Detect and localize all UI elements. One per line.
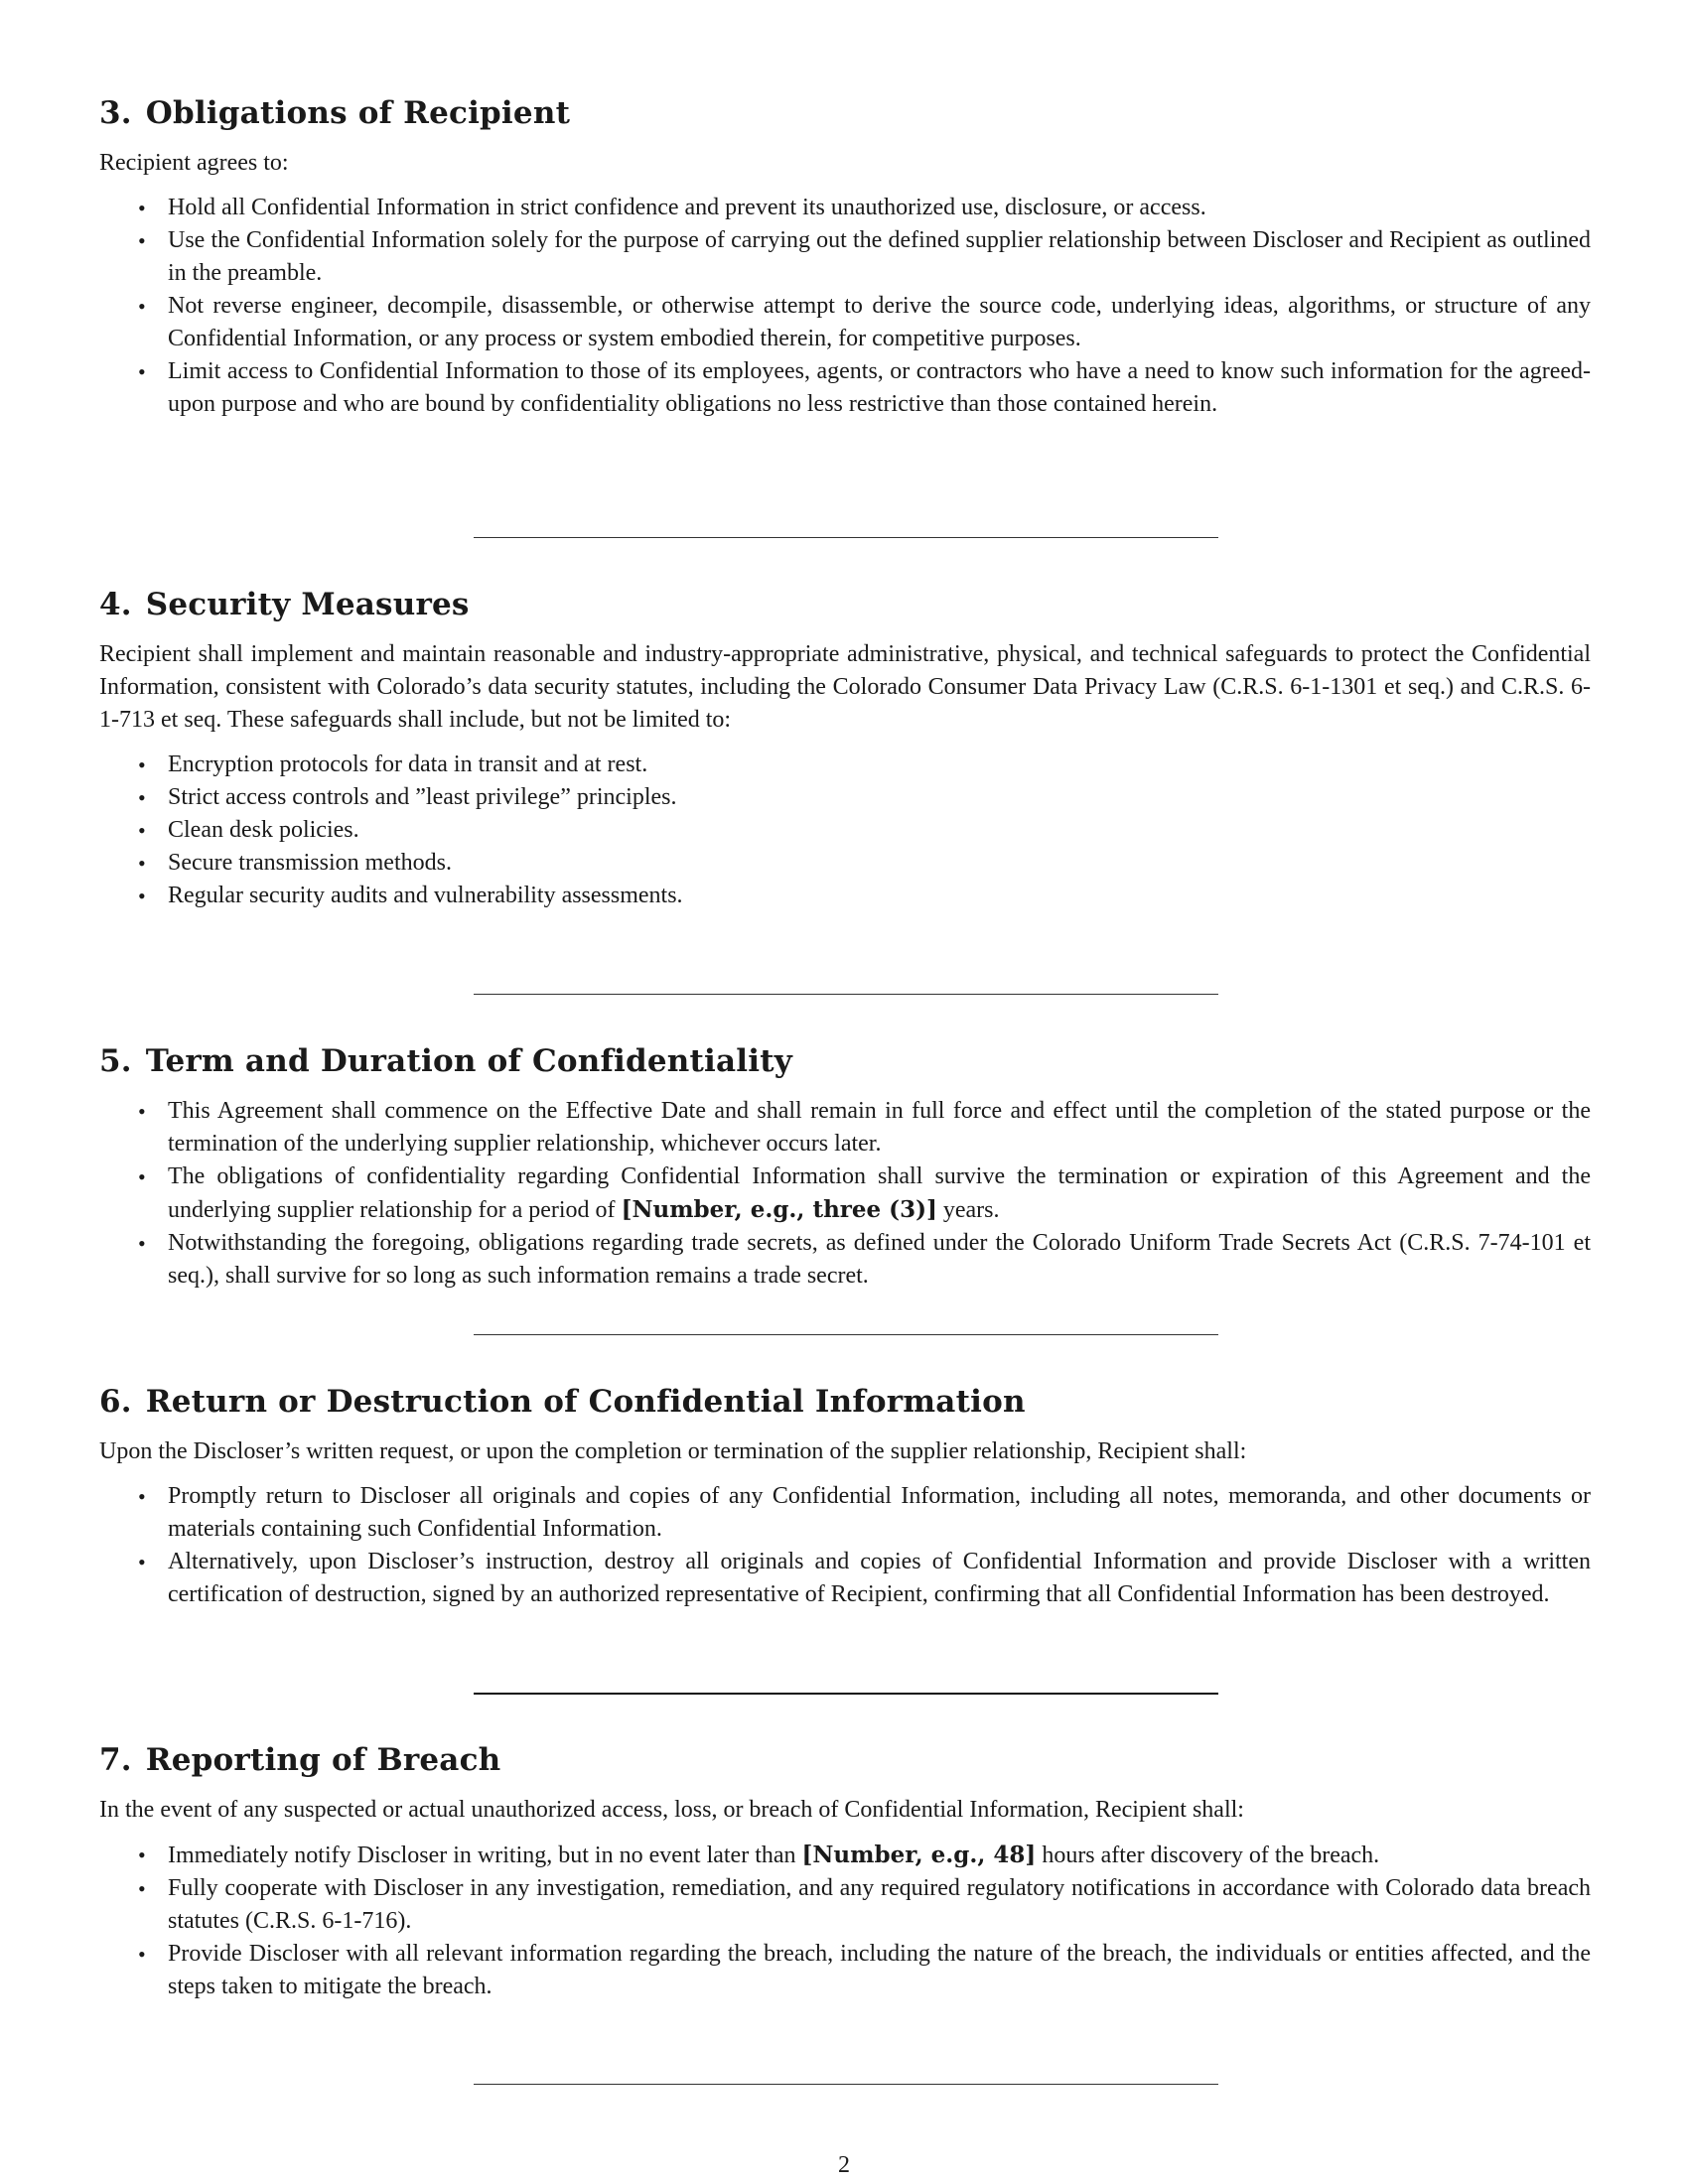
- section-obligations: [99, 93, 1591, 421]
- list-item: • Hold all Confidential Information in strict confidence and prevent its unauthorized use, disclosure, or access.: [99, 192, 1591, 224]
- bullet-icon: •: [138, 1550, 146, 1574]
- bullet-icon: •: [138, 1484, 146, 1509]
- list-item: • Fully cooperate with Discloser in any investigation, remediation, and any required regulatory notifications in accordance with Colorado data breach statutes (C.R.S. 6-1-716).: [99, 1872, 1591, 1938]
- bullet-icon: •: [138, 785, 146, 810]
- section-security-measures: [99, 585, 1591, 912]
- bullet-icon: •: [138, 851, 146, 876]
- section-heading: 7. Reporting of Breach: [99, 1742, 501, 1778]
- obligations-list: [99, 192, 1591, 421]
- section-intro: In the event of any suspected or actual unauthorized access, loss, or breach of Confidential Information, Recipient shall:: [99, 1797, 1244, 1823]
- bullet-icon: •: [138, 196, 146, 220]
- section-divider: [474, 537, 1218, 538]
- bullet-icon: •: [138, 884, 146, 908]
- bullet-icon: •: [138, 1231, 146, 1256]
- bullet-icon: •: [138, 1876, 146, 1901]
- section-divider: [474, 1334, 1218, 1335]
- bullet-icon: •: [138, 228, 146, 253]
- section-heading: 6. Return or Destruction of Confidential Information: [99, 1384, 1026, 1420]
- list-item: • This Agreement shall commence on the Effective Date and shall remain in full force and effect until the completion of the stated purpose or the termination of the underlying supplier relationship, whichever occurs later.: [99, 1095, 1591, 1160]
- list-item: • Promptly return to Discloser all originals and copies of any Confidential Information, including all notes, memoranda, and other documents or materials containing such Confidential Information.: [99, 1480, 1591, 1546]
- section-divider: [474, 2084, 1218, 2085]
- section-intro: Recipient agrees to:: [99, 150, 289, 176]
- section-term-duration: [99, 1041, 1591, 1293]
- list-item: • Not reverse engineer, decompile, disassemble, or otherwise attempt to derive the source code, underlying ideas, algorithms, or structure of any Confidential Information, or any process or system embodied therein, for competitive purposes.: [99, 290, 1591, 355]
- list-item: • The obligations of confidentiality regarding Confidential Information shall survive the termination or expiration of this Agreement and the underlying supplier relationship for a period of [Number, e.g., three (3)] years.: [99, 1160, 1591, 1227]
- section-reporting-breach: [99, 1740, 1591, 2003]
- list-item: • Encryption protocols for data in transit and at rest.: [99, 749, 1591, 781]
- section-intro: Recipient shall implement and maintain reasonable and industry-appropriate administrative, physical, and technical safeguards to protect the Confidential Information, consistent with Colorado’s data security statutes, including the Colorado Consumer Data Privacy Law (C.R.S. 6-1-1301 et seq.) and C.R.S. 6-1-713 et seq. These safeguards shall include, but not be limited to:: [99, 641, 1591, 733]
- page-number: 2: [838, 2152, 850, 2178]
- list-item: • Immediately notify Discloser in writing, but in no event later than [Number, e.g., 48] hours after discovery of the breach.: [99, 1839, 1591, 1872]
- security-list: [99, 749, 1591, 912]
- list-item: • Regular security audits and vulnerability assessments.: [99, 880, 1591, 912]
- term-list: [99, 1095, 1591, 1293]
- breach-list: [99, 1839, 1591, 2003]
- bullet-icon: •: [138, 1099, 146, 1124]
- bullet-icon: •: [138, 752, 146, 777]
- list-item: • Notwithstanding the foregoing, obligations regarding trade secrets, as defined under the Colorado Uniform Trade Secrets Act (C.R.S. 7-74-101 et seq.), shall survive for so long as such information remains a trade secret.: [99, 1227, 1591, 1293]
- list-item: • Limit access to Confidential Information to those of its employees, agents, or contractors who have a need to know such information for the agreed-upon purpose and who are bound by confidentiality obligations no less restrictive than those contained herein.: [99, 355, 1591, 421]
- list-item: • Clean desk policies.: [99, 814, 1591, 847]
- bullet-icon: •: [138, 1164, 146, 1189]
- placeholder-term-years: [Number, e.g., three (3)]: [621, 1196, 937, 1223]
- return-list: [99, 1480, 1591, 1611]
- bullet-icon: •: [138, 1843, 146, 1867]
- bullet-icon: •: [138, 294, 146, 319]
- section-intro: Upon the Discloser’s written request, or upon the completion or termination of the supplier relationship, Recipient shall:: [99, 1438, 1247, 1464]
- section-heading: 3. Obligations of Recipient: [99, 95, 571, 131]
- placeholder-notify-hours: [Number, e.g., 48]: [801, 1842, 1037, 1868]
- section-divider: [474, 1693, 1218, 1695]
- bullet-icon: •: [138, 359, 146, 384]
- list-item: • Secure transmission methods.: [99, 847, 1591, 880]
- section-heading: 4. Security Measures: [99, 587, 470, 622]
- list-item: • Alternatively, upon Discloser’s instruction, destroy all originals and copies of Confidential Information and provide Discloser with a written certification of destruction, signed by an authorized representative of Recipient, confirming that all Confidential Information has been destroyed.: [99, 1546, 1591, 1611]
- list-item: • Provide Discloser with all relevant information regarding the breach, including the nature of the breach, the individuals or entities affected, and the steps taken to mitigate the breach.: [99, 1938, 1591, 2003]
- section-divider: [474, 994, 1218, 995]
- bullet-icon: •: [138, 818, 146, 843]
- section-heading: 5. Term and Duration of Confidentiality: [99, 1043, 792, 1079]
- section-return-destruction: [99, 1382, 1591, 1611]
- bullet-icon: •: [138, 1942, 146, 1967]
- list-item: • Use the Confidential Information solely for the purpose of carrying out the defined supplier relationship between Discloser and Recipient as outlined in the preamble.: [99, 224, 1591, 290]
- list-item: • Strict access controls and ”least privilege” principles.: [99, 781, 1591, 814]
